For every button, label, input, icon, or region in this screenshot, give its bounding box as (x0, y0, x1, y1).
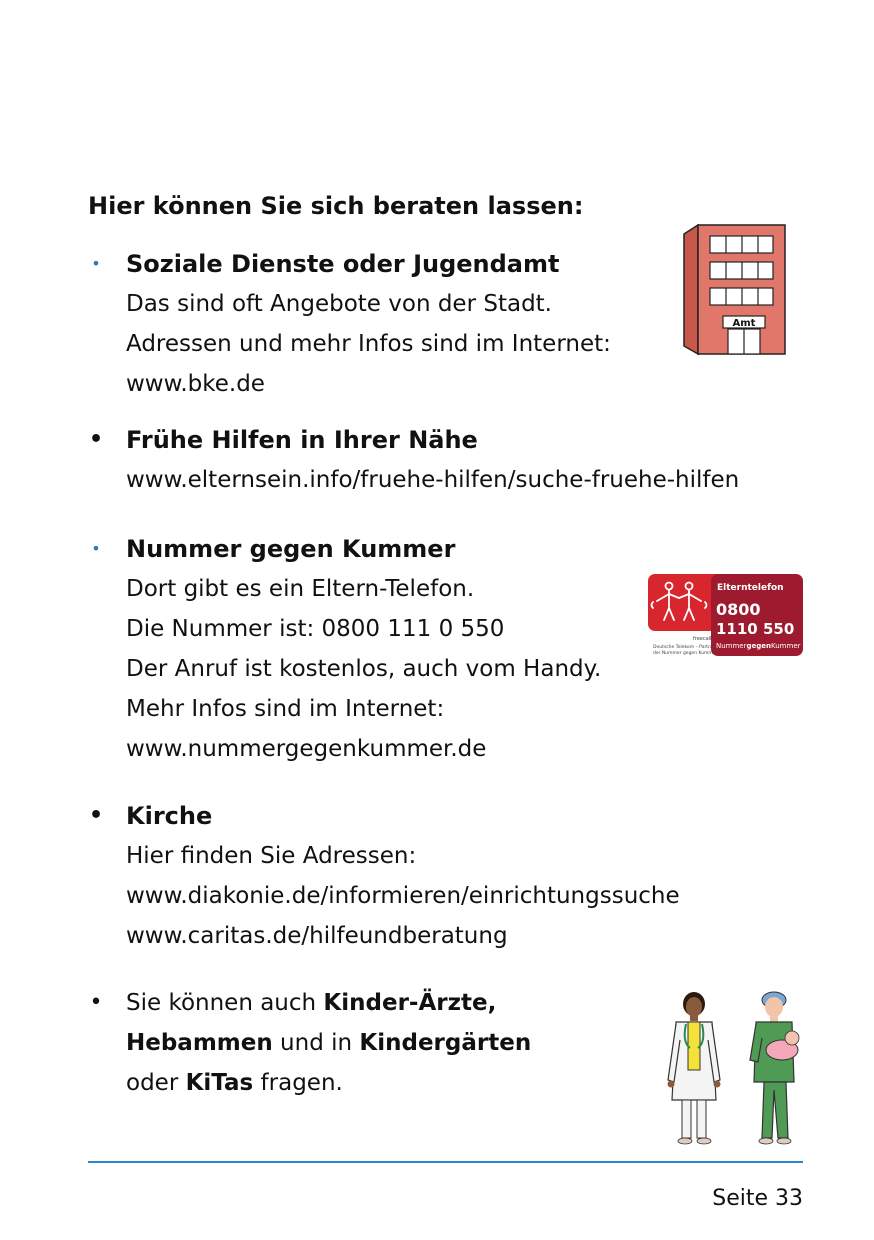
nummergegenkummer-link[interactable]: www.nummergegenkummer.de (126, 736, 487, 762)
list-item-fruehe-hilfen (126, 420, 739, 500)
item-title: Kirche (126, 802, 213, 830)
caritas-link[interactable]: www.caritas.de/hilfeundberatung (126, 923, 508, 949)
bullet: • (89, 990, 103, 1015)
list-item-weitere (126, 983, 531, 1103)
item-title: Nummer gegen Kummer (126, 535, 456, 563)
bullet: • (91, 539, 101, 558)
logo-label: Elterntelefon (717, 583, 784, 593)
building-sign-text: Amt (732, 318, 756, 329)
elternsein-link[interactable]: www.elternsein.info/fruehe-hilfen/suche-fruehe-hilfen (126, 467, 740, 493)
bullet: • (91, 254, 101, 273)
logo-partner-line2: der Nummer gegen Kummer (653, 651, 718, 656)
item-title: Frühe Hilfen in Ihrer Nähe (126, 426, 478, 454)
item-text: Der Anruf ist kostenlos, auch vom Handy. (126, 656, 602, 682)
item-text: Das sind oft Angebote von der Stadt. (126, 291, 552, 317)
page-heading: Hier können Sie sich beraten lassen: (88, 192, 584, 220)
list-item-kirche (126, 796, 680, 956)
bullet: • (88, 427, 104, 452)
page-number: Seite 33 (712, 1186, 803, 1211)
midwife-illustration (744, 990, 808, 1148)
footer-divider (88, 1161, 803, 1163)
item-text: Adressen und mehr Infos sind im Internet: (126, 331, 611, 357)
item-text: Mehr Infos sind im Internet: (126, 696, 445, 722)
diakonie-link[interactable]: www.diakonie.de/informieren/einrichtungssuche (126, 883, 680, 909)
item-text: Dort gibt es ein Eltern-Telefon. (126, 576, 475, 602)
item-text: Die Nummer ist: 0800 111 0 550 (126, 616, 505, 642)
logo-brand: NummergegenKummer (716, 642, 801, 650)
list-item-soziale-dienste (126, 244, 611, 404)
item-text: Hebammen und in Kindergärten (126, 1030, 532, 1056)
logo-partner-line1: Deutsche Telekom – Partner (653, 645, 716, 650)
doctor-illustration (664, 990, 724, 1148)
item-title: Soziale Dienste oder Jugendamt (126, 250, 560, 278)
bke-link[interactable]: www.bke.de (126, 371, 265, 397)
logo-freecall: freecall (693, 636, 712, 642)
item-text: Sie können auch Kinder-Ärzte, (126, 990, 497, 1016)
office-building-icon (682, 224, 788, 356)
list-item-nummer-gegen-kummer (126, 529, 601, 769)
item-text: oder KiTas fragen. (126, 1070, 343, 1096)
logo-number-line1: 0800 (716, 600, 761, 619)
logo-number-line2: 1110 550 (716, 620, 795, 638)
bullet: • (88, 803, 104, 828)
elterntelefon-logo (647, 572, 805, 660)
item-text: Hier finden Sie Adressen: (126, 843, 417, 869)
